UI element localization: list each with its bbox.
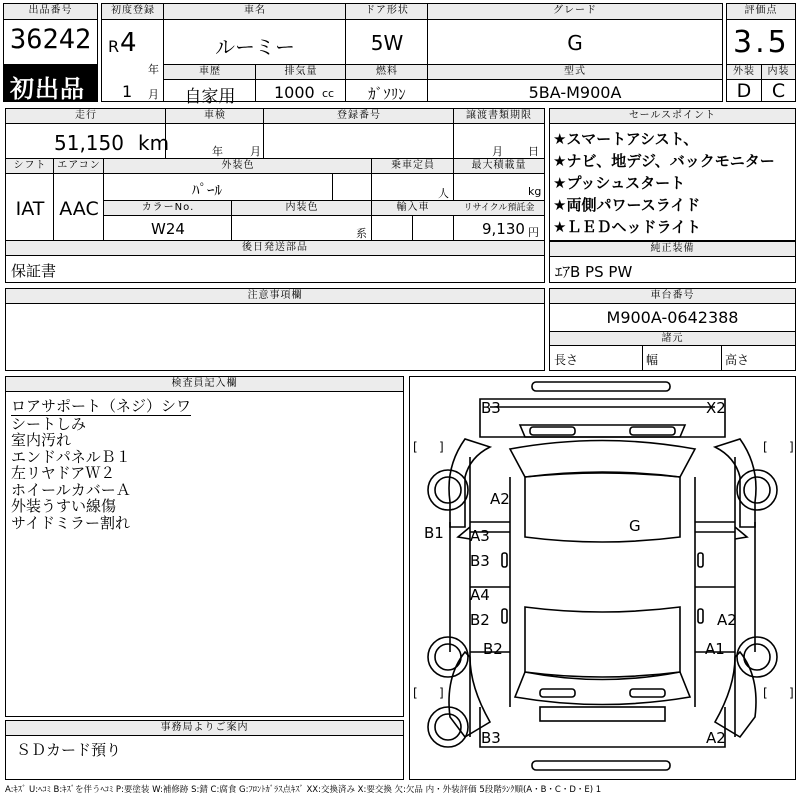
mark-rear-right-fender: A1 bbox=[705, 640, 725, 658]
score-label: 評価点 bbox=[727, 4, 795, 20]
front-right-wheel bbox=[737, 470, 777, 510]
inspector-line: エンドパネルＢ１ bbox=[11, 447, 131, 466]
fuel-label: 燃料 bbox=[346, 65, 428, 80]
door-value: 5W bbox=[370, 31, 404, 55]
load-unit: kg bbox=[528, 185, 542, 198]
reg-year: 4 bbox=[120, 28, 137, 58]
insp-month-unit: 月 bbox=[250, 145, 261, 158]
rear-bumper-bottom bbox=[532, 761, 670, 770]
capacity-label: 乗車定員 bbox=[372, 159, 454, 174]
era: R bbox=[108, 37, 120, 56]
car-name-label: 車名 bbox=[164, 4, 346, 20]
color-no-value: W24 bbox=[151, 220, 185, 238]
height-label: 高さ bbox=[725, 353, 750, 367]
sales-point: ★ＬＥＤヘッドライト bbox=[553, 218, 701, 236]
recycle-label: リサイクル預託金 bbox=[454, 201, 544, 216]
car-diagram bbox=[410, 377, 795, 779]
mark-top-right: X2 bbox=[706, 399, 726, 417]
transfer-label: 譲渡書類期限 bbox=[454, 109, 544, 124]
int-color-label: 内装色 bbox=[232, 201, 372, 216]
mileage-label: 走行 bbox=[6, 109, 166, 124]
mark-front-left-fender: A2 bbox=[490, 490, 510, 508]
history-label: 車歴 bbox=[164, 65, 256, 80]
import-label: 輸入車 bbox=[372, 201, 454, 216]
score-value: 3.5 bbox=[733, 25, 790, 60]
color-no-label: カラーNo. bbox=[104, 201, 232, 216]
load-label: 最大積載量 bbox=[454, 159, 544, 174]
mark-left-rear-door-a: A4 bbox=[470, 586, 490, 604]
bracket-mark: [ bbox=[413, 440, 418, 454]
exterior-label: 外装 bbox=[727, 65, 761, 80]
bracket-mark: [ bbox=[413, 686, 418, 700]
mileage-value: 51,150 bbox=[54, 131, 124, 155]
mark-left-panel: B1 bbox=[424, 524, 444, 542]
recycle-value: 9,130 bbox=[482, 220, 525, 238]
later-parts-value: 保証書 bbox=[11, 262, 57, 280]
shift-value: IAT bbox=[15, 198, 45, 220]
car-name: ルーミー bbox=[215, 35, 295, 59]
notes-title: 注意事項欄 bbox=[6, 289, 544, 304]
equipment-box bbox=[549, 241, 796, 283]
mark-top-left: B3 bbox=[481, 399, 501, 417]
sales-point: ★スマートアシスト、 bbox=[553, 130, 699, 148]
sales-point: ★両側パワースライド bbox=[553, 196, 701, 214]
history-value: 自家用 bbox=[184, 87, 236, 107]
inspector-title: 検査員記入欄 bbox=[6, 377, 403, 392]
mark-left-front-door-a: A3 bbox=[470, 527, 490, 545]
length-label: 長さ bbox=[554, 353, 579, 367]
mark-left-rear-door-b: B2 bbox=[470, 611, 490, 629]
interior-label: 内装 bbox=[762, 65, 795, 80]
door-label: ドア形状 bbox=[346, 4, 428, 20]
plate-label: 登録番号 bbox=[264, 109, 454, 124]
mark-roof: G bbox=[629, 517, 641, 535]
ac-value: AAC bbox=[59, 198, 99, 220]
bracket-mark: ] bbox=[789, 686, 794, 700]
shift-label: シフト bbox=[6, 159, 54, 174]
mark-right-rear-door: A2 bbox=[717, 611, 737, 629]
sales-points-title: セールスポイント bbox=[550, 109, 795, 124]
first-listing-text: 初出品 bbox=[10, 75, 85, 103]
later-parts-label: 後日発送部品 bbox=[6, 241, 544, 256]
inspector-line: シートしみ bbox=[11, 414, 87, 433]
bracket-mark: [ bbox=[763, 686, 768, 700]
inspector-line: サイドミラー割れ bbox=[11, 513, 130, 532]
transfer-month-unit: 月 bbox=[492, 145, 503, 158]
score-box bbox=[726, 3, 796, 102]
inspector-line: 室内汚れ bbox=[11, 431, 72, 449]
displacement-value: 1000 bbox=[274, 83, 315, 102]
inspector-list bbox=[11, 396, 191, 531]
dims-title: 諸元 bbox=[550, 332, 795, 346]
mileage-unit: km bbox=[138, 131, 170, 155]
car-diagram-box bbox=[409, 376, 796, 780]
fuel-value: ｶﾞｿﾘﾝ bbox=[368, 85, 406, 103]
first-reg-label: 初度登録 bbox=[102, 4, 164, 20]
lot-number-box bbox=[3, 3, 98, 65]
displacement-label: 排気量 bbox=[256, 65, 346, 80]
sales-point: ★ナビ、地デジ、バックモニター bbox=[553, 152, 775, 170]
mark-left-front-door-b: B3 bbox=[470, 552, 490, 570]
exterior-value: D bbox=[736, 80, 752, 102]
equipment-value: ｴｱB PS PW bbox=[555, 263, 633, 281]
equipment-title: 純正装備 bbox=[550, 242, 795, 257]
ext-color-label: 外装色 bbox=[104, 159, 372, 174]
transfer-day-unit: 日 bbox=[528, 145, 539, 158]
rear-panel bbox=[540, 707, 665, 721]
sales-points-list bbox=[553, 128, 775, 238]
windshield bbox=[510, 441, 695, 478]
inspector-line: ホイールカバーＡ bbox=[11, 480, 131, 499]
insp-year-unit: 年 bbox=[212, 145, 223, 158]
rear-bumper bbox=[480, 707, 725, 747]
displacement-unit: cc bbox=[322, 87, 335, 100]
spare-wheel bbox=[428, 707, 468, 747]
bracket-mark: ] bbox=[789, 440, 794, 454]
year-unit: 年 bbox=[148, 63, 159, 76]
roof-front bbox=[525, 473, 680, 542]
grade-value: G bbox=[567, 31, 583, 55]
inspector-box bbox=[5, 376, 404, 717]
roof-rear bbox=[525, 607, 680, 677]
reg-month: 1 bbox=[122, 82, 133, 101]
details-box bbox=[5, 108, 545, 283]
mark-bottom-left: B3 bbox=[481, 729, 501, 747]
first-listing-badge bbox=[3, 64, 98, 102]
model-label: 型式 bbox=[428, 65, 722, 80]
chassis-number: M900A-0642388 bbox=[606, 308, 739, 327]
vehicle-header-box bbox=[101, 3, 723, 107]
legend: A:ｷｽﾞ U:ﾍｺﾐ B:ｷｽﾞを伴うﾍｺﾐ P:要塗装 W:補修跡 S:錆 C:腐食 G:ﾌﾛﾝﾄｶﾞﾗｽ点ｷｽﾞ XX:交換済み X:要交換 欠:欠品 内・外装評価 5段階ﾗﾝｸ順(A・B・C・D・E) 1 bbox=[5, 785, 602, 795]
bracket-mark: ] bbox=[439, 440, 444, 454]
ext-color-value: ﾊﾟｰﾙ bbox=[192, 181, 223, 199]
office-title: 事務局よりご案内 bbox=[6, 721, 403, 736]
month-unit: 月 bbox=[148, 88, 159, 101]
front-left-wheel bbox=[428, 470, 468, 510]
capacity-unit: 人 bbox=[438, 187, 449, 200]
inspector-line: 外装うすい線傷 bbox=[11, 497, 117, 515]
inspection-label: 車検 bbox=[166, 109, 264, 124]
inspector-line: ロアサポート（ネジ）シワ bbox=[11, 397, 192, 415]
ac-label: エアコン bbox=[54, 159, 104, 174]
office-value: ＳＤカード預り bbox=[16, 741, 122, 759]
inspector-line: 左リヤドアＷ２ bbox=[11, 464, 116, 482]
recycle-unit: 円 bbox=[528, 226, 539, 239]
mark-rear-left-fender: B2 bbox=[483, 640, 503, 658]
bracket-mark: ] bbox=[439, 686, 444, 700]
front-bumper bbox=[480, 399, 725, 437]
lot-number: 36242 bbox=[10, 24, 92, 55]
sales-point: ★プッシュスタート bbox=[553, 174, 686, 192]
notes-box bbox=[5, 288, 545, 371]
office-box bbox=[5, 720, 404, 780]
interior-value: C bbox=[771, 80, 786, 102]
int-color-unit: 系 bbox=[356, 227, 367, 240]
grade-label: グレード bbox=[428, 4, 722, 20]
mark-bottom-right: A2 bbox=[706, 729, 726, 747]
lot-number-label: 出品番号 bbox=[4, 4, 97, 20]
sales-points-box bbox=[549, 108, 796, 241]
model-value: 5BA-M900A bbox=[528, 83, 622, 102]
width-label: 幅 bbox=[646, 353, 659, 367]
bracket-mark: [ bbox=[763, 440, 768, 454]
chassis-box bbox=[549, 288, 796, 371]
front-bumper-top bbox=[532, 382, 670, 391]
chassis-title: 車台番号 bbox=[550, 289, 795, 304]
